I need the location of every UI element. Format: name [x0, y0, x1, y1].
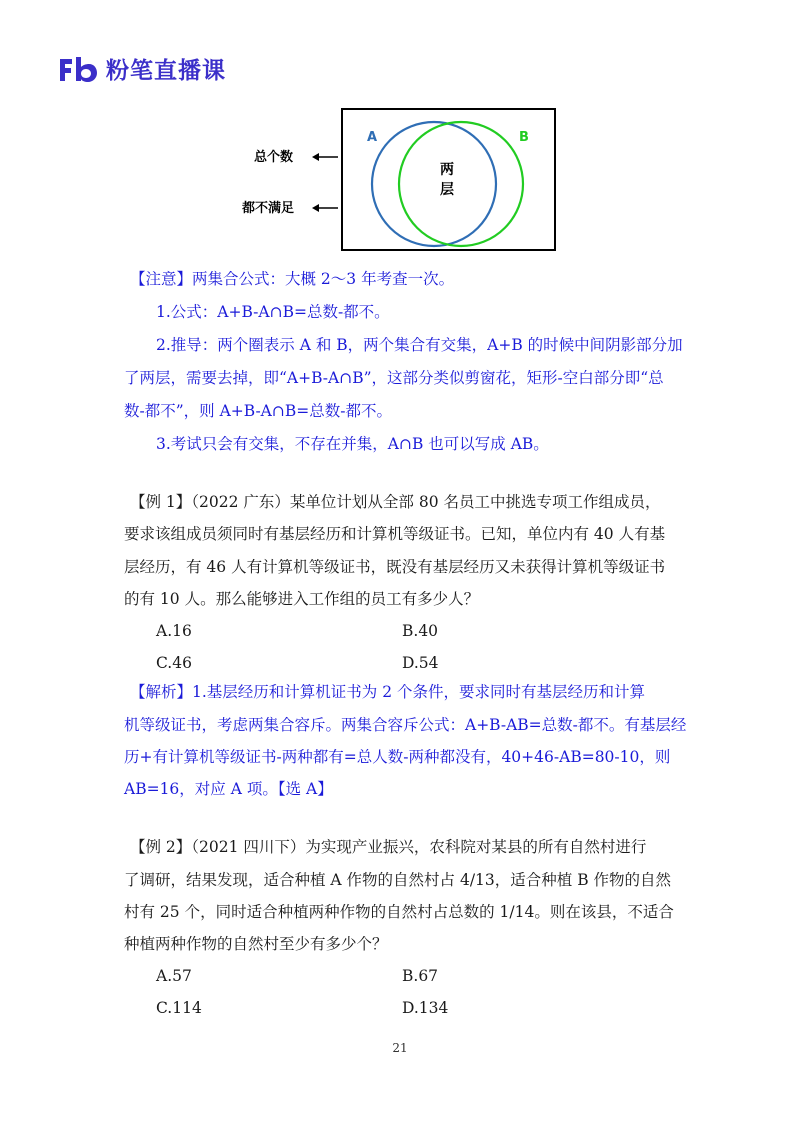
example2-option-c: C.114 [156, 999, 202, 1017]
set-b-label: B [519, 130, 529, 145]
arrow-total-head [312, 153, 319, 161]
example2-line-4: 种植两种作物的自然村至少有多少个？ [124, 935, 388, 953]
example2-option-a: A.57 [156, 967, 192, 985]
note-derivation-1: 2.推导：两个圈表示 A 和 B，两个集合有交集，A+B 的时候中间阴影部分加 [156, 336, 683, 354]
example1-analysis-2: 机等级证书，考虑两集合容斥。两集合容斥公式：A+B-AB=总数-都不。有基层经 [124, 716, 687, 734]
example1-option-d: D.54 [402, 654, 439, 672]
example2-line-1: 【例 2】（2021 四川下）为实现产业振兴，农科院对某县的所有自然村进行 [130, 838, 647, 856]
overlap-label-1: 两 [440, 162, 454, 178]
example1-option-c: C.46 [156, 654, 192, 672]
example2-line-3: 村有 25 个，同时适合种植两种作物的自然村占总数的 1/14。则在该县，不适合 [124, 903, 674, 921]
venn-diagram [234, 108, 564, 254]
example1-analysis-4: AB=16，对应 A 项。【选 A】 [124, 780, 333, 798]
label-total: 总个数 [254, 150, 294, 165]
note-derivation-2: 了两层，需要去掉，即“A+B-A∩B”，这部分类似剪窗花，矩形-空白部分即“总 [124, 369, 664, 387]
note-title: 【注意】两集合公式：大概 2～3 年考查一次。 [130, 270, 455, 288]
note-formula: 1.公式：A+B-A∩B=总数-都不。 [156, 303, 390, 321]
example1-line-1: 【例 1】（2022 广东）某单位计划从全部 80 名员工中挑选专项工作组成员， [130, 493, 661, 511]
fb-logo-icon [58, 55, 98, 83]
brand-logo [58, 52, 226, 85]
example1-line-3: 层经历，有 46 人有计算机等级证书，既没有基层经历又未获得计算机等级证书 [124, 558, 666, 576]
set-b-circle [399, 122, 523, 246]
brand-name: 粉笔直播课 [106, 58, 226, 84]
example1-analysis-1: 【解析】1.基层经历和计算机证书为 2 个条件，要求同时有基层经历和计算 [130, 683, 646, 701]
example2-option-d: D.134 [402, 999, 449, 1017]
set-a-label: A [367, 130, 378, 145]
overlap-label-2: 层 [440, 182, 454, 198]
example1-option-a: A.16 [156, 622, 192, 640]
example1-analysis-3: 历+有计算机等级证书-两种都有=总人数-两种都没有，40+46-AB=80-10，则 [124, 748, 671, 766]
example2-option-b: B.67 [402, 967, 439, 985]
example2-line-2: 了调研，结果发现，适合种植 A 作物的自然村占 4/13，适合种植 B 作物的自然 [124, 871, 672, 889]
note-derivation-3: 数-都不”，则 A+B-A∩B=总数-都不。 [124, 402, 392, 420]
example1-line-2: 要求该组成员须同时有基层经历和计算机等级证书。已知，单位内有 40 人有基 [124, 525, 666, 543]
set-a-circle [372, 122, 496, 246]
example1-option-b: B.40 [402, 622, 439, 640]
note-exam-tip: 3.考试只会有交集，不存在并集，A∩B 也可以写成 AB。 [156, 435, 549, 453]
arrow-neither-head [312, 204, 319, 212]
page-number: 21 [392, 1041, 408, 1055]
example1-line-4: 的有 10 人。那么能够进入工作组的员工有多少人？ [124, 590, 480, 608]
label-neither: 都不满足 [242, 201, 295, 216]
